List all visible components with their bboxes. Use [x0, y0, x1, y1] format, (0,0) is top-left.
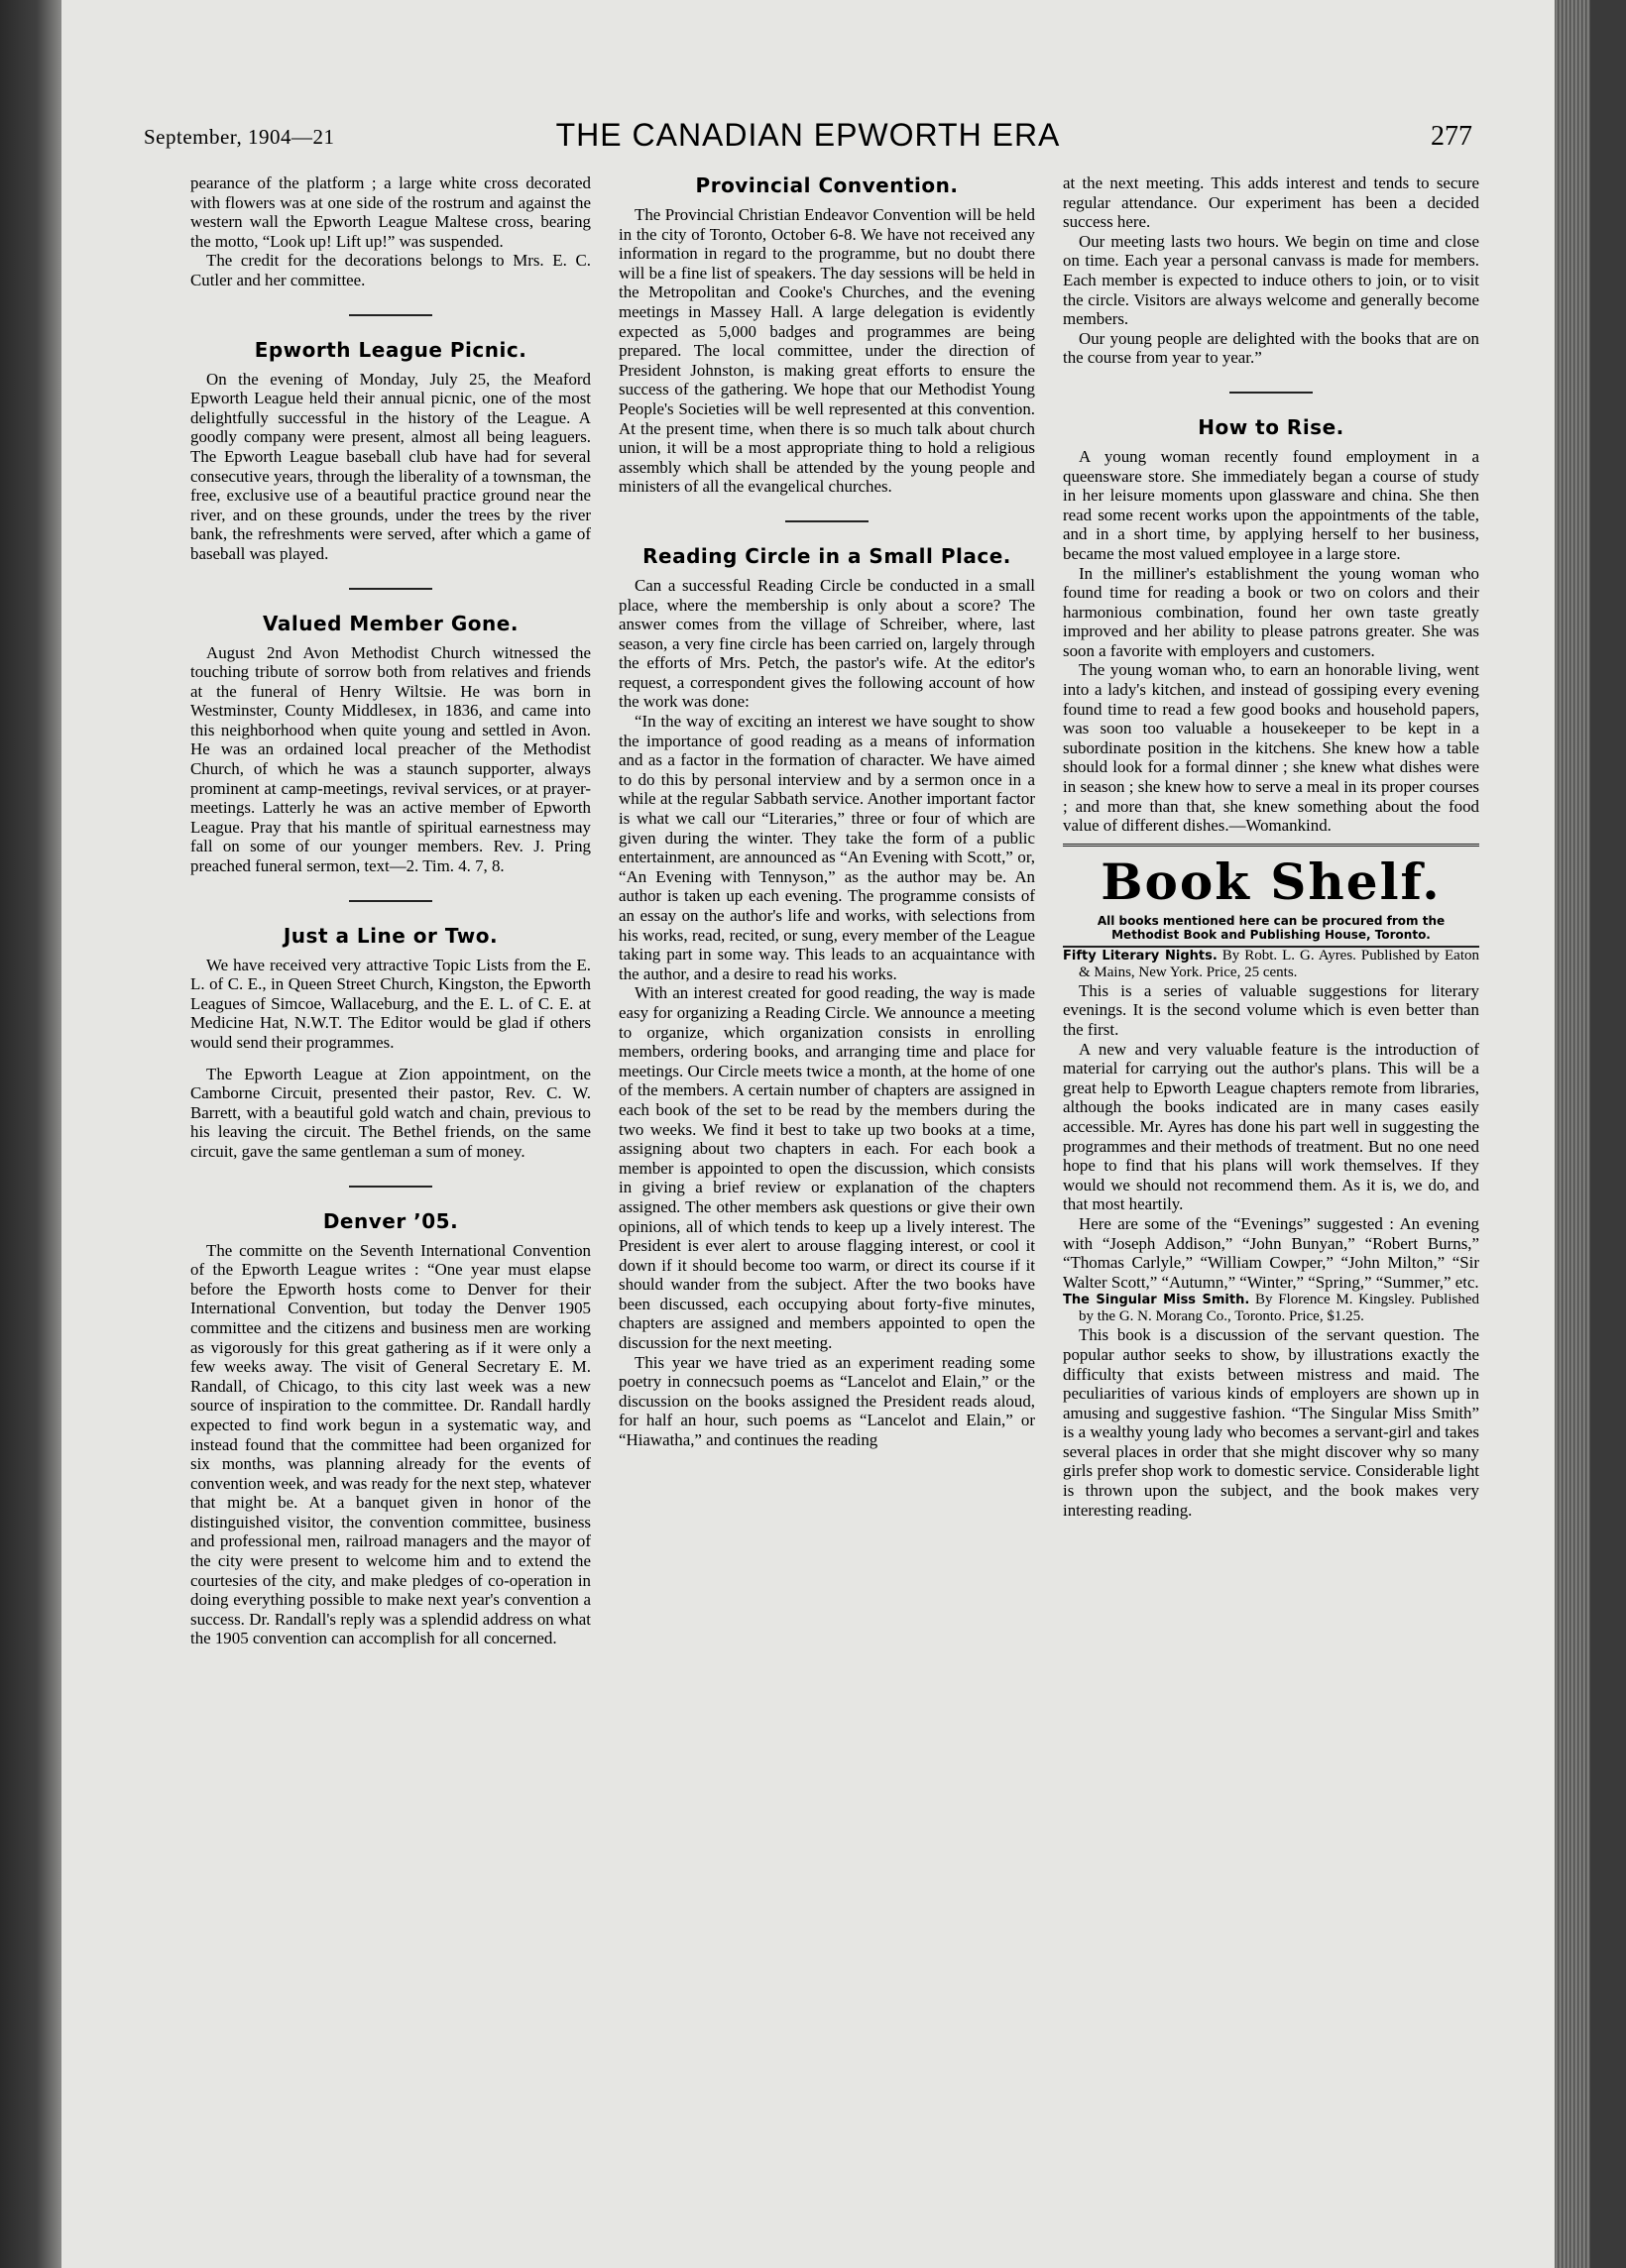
- book-details: By Robt. L. G. Ayres. Published by Eaton & Mains, New York. Price, 25 cents.: [1079, 947, 1479, 980]
- book-title: The Singular Miss Smith.: [1063, 1293, 1250, 1308]
- section-rule: [1229, 392, 1313, 394]
- heading-denver-05: Denver ’05.: [322, 1208, 459, 1233]
- column-left: [190, 173, 591, 1648]
- column-middle: [619, 173, 1035, 1450]
- section-rule: [349, 314, 432, 316]
- book-binding-right: [1555, 0, 1590, 2268]
- article-paragraph: The committe on the Seventh International Convention of the Epworth League writes : “One year must elapse before the Epworth hosts come to Denver for their International Convention, but today the Denver 1905 committee and the citizens and business men are working as vigorously for this great gathering as if it were only a few weeks away. The visit of General Secretary E. M. Randall, of Chicago, to this city last week was a new source of inspiration to the committee. Dr. Randall hardly expected to find work begun in a systematic way, and instead found that the committee had been organized for six months, was planning already for the events of convention week, and was ready for the next step, whatever that might be. At a banquet given in honor of the distinguished visitor, the convention committee, business and professional men, railroad managers and the mayor of the city were present to welcome him and to extend the courtesies of the city, and make pledges of co-operation in doing everything possible to make next year's convention a success. Dr. Randall's reply was a splendid address on what the 1905 convention can accomplish for all concerned.: [190, 1240, 591, 1648]
- page-number: 277: [1431, 121, 1472, 152]
- book-shelf-header: [1063, 844, 1479, 948]
- article-paragraph: With an interest created for good reading, the way is made easy for organizing a Reading Circle. We announce a meeting to organize, which organization consists in enrolling members, ordering books, and arranging time and place for meetings. Our Circle meets twice a month, at the home of one of the members. A certain number of chapters are assigned in each book of the set to be read by the members during the two weeks. We find it best to take up two books at a time, assigning about two chapters in each. For each book a member is appointed to open the discussion, which consists in giving a brief review or explanation of the chapters assigned. The other members ask questions or give their own opinions, all of which tends to keep up a lively interest. The President is ever alert to arouse flagging interest, or cool it down if it should become too warm, or direct its course if it should wander from the subject. After the two books have been discussed, each occupying about forty-five minutes, chapters are assigned and members appointed to open the discussion for the next meeting.: [619, 983, 1035, 1353]
- section-rule: [349, 900, 432, 902]
- article-paragraph: A young woman recently found employment in a queensware store. She immediately began a course of study in her leisure moments upon glassware and china. She then read some recent works upon the appointments of the table, and in a short time, by applying herself to her business, became the most valued employee in a large store.: [1063, 446, 1479, 563]
- page-header: [144, 117, 1472, 167]
- article-paragraph: The Epworth League at Zion appointment, on the Camborne Circuit, presented their pastor, Rev. C. W. Barrett, with a beautiful gold watch and chain, previous to his leaving the circuit. The Bethel friends, on the same circuit, gave the same gentleman a sum of money.: [190, 1064, 591, 1161]
- heading-just-a-line: Just a Line or Two.: [283, 923, 499, 948]
- book-shelf-title: Book Shelf.: [1101, 851, 1442, 911]
- book-binding-left: [0, 0, 61, 2268]
- heading-provincial-convention: Provincial Convention.: [695, 173, 959, 197]
- heading-valued-member-gone: Valued Member Gone.: [263, 611, 519, 635]
- article-paragraph: Our meeting lasts two hours. We begin on time and close on time. Each year a personal canvass is made for members. Each member is expected to induce others to join, or to visit the circle. Visitors are always welcome and generally become members.: [1063, 231, 1479, 329]
- review-paragraph: Here are some of the “Evenings” suggested : An evening with “Joseph Addison,” “John Bunyan,” “Robert Burns,” “Thomas Carlyle,” “William Cowper,” “John Milton,” “Sir Walter Scott,” “Autumn,” “Winter,” “Spring,” “Summer,” etc.: [1063, 1213, 1479, 1292]
- heading-epworth-league-picnic: Epworth League Picnic.: [254, 337, 527, 362]
- section-rule: [349, 588, 432, 590]
- book-shelf-note: All books mentioned here can be procured from the Methodist Book and Publishing House, Toronto.: [1097, 913, 1446, 942]
- article-paragraph: We have received very attractive Topic Lists from the E. L. of C. E., in Queen Street Church, Kingston, the Epworth Leagues of Simcoe, Wallaceburg, and the E. L. of C. E. at Medicine Hat, N.W.T. The Editor would be glad if others would send their programmes.: [190, 955, 591, 1052]
- article-continuation: at the next meeting. This adds interest and tends to secure regular attendance. Our experiment has been a decided success here.: [1063, 173, 1479, 232]
- review-paragraph: A new and very valuable feature is the introduction of material for carrying out the author's plans. This will be a great help to Epworth League chapters remote from libraries, although the books indicated are in many cases easily accessible. Mr. Ayres has done his part well in suggesting the programmes and their methods of treatment. But no one need hope to find that his plans will work themselves. If they would we should not recommend them. As it is, we do, and that most heartily.: [1063, 1039, 1479, 1214]
- publication-title: THE CANADIAN EPWORTH ERA: [555, 117, 1061, 153]
- heading-how-to-rise: How to Rise.: [1198, 414, 1344, 439]
- section-rule: [785, 520, 869, 522]
- heading-reading-circle: Reading Circle in a Small Place.: [642, 543, 1011, 568]
- article-paragraph: Our young people are delighted with the books that are on the course from year to year.”: [1063, 328, 1479, 368]
- review-paragraph: This book is a discussion of the servant question. The popular author seeks to show, by illustrations exactly the difficulty that exists between mistress and maid. The peculiarities of various kinds of employers are shown up in amusing and suggestive fashion. “The Singular Miss Smith” is a wealthy young lady who becomes a servant-girl and takes several places in order that she might discover why so many girls prefer shop work to domestic service. Considerable light is thrown upon the subject, and the book makes very interesting reading.: [1063, 1325, 1479, 1520]
- book-title: Fifty Literary Nights.: [1063, 948, 1218, 964]
- review-paragraph: This is a series of valuable suggestions for literary evenings. It is the second volume which is even better than the first.: [1063, 980, 1479, 1039]
- book-details: By Florence M. Kingsley. Published by the G. N. Morang Co., Toronto. Price, $1.25.: [1079, 1292, 1479, 1325]
- article-continuation: pearance of the platform ; a large white cross decorated with flowers was at one side of the rostrum and against the western wall the Epworth League Maltese cross, bearing the motto, “Look up! Lift up!” was suspended.: [190, 173, 591, 251]
- article-paragraph: The credit for the decorations belongs to Mrs. E. C. Cutler and her committee.: [190, 251, 591, 289]
- article-paragraph: On the evening of Monday, July 25, the Meaford Epworth League held their annual picnic, one of the most delightfully successful in the history of the League. A goodly company were present, almost all being leaguers. The Epworth League baseball club have had for several consecutive years, through the liberality of a townsman, the free, exclusive use of a beautiful practice ground near the river, and on these grounds, under the trees by the river bank, the refreshments were served, after which a game of baseball was played.: [190, 369, 591, 563]
- section-rule: [349, 1186, 432, 1188]
- column-right: [1063, 173, 1479, 1520]
- article-paragraph: Can a successful Reading Circle be conducted in a small place, where the membership is only about a score? The answer comes from the village of Schreiber, where, last season, a very fine circle has been carried on, largely through the efforts of Mrs. Petch, the pastor's wife. At the editor's request, a correspondent gives the following account of how the work was done:: [619, 575, 1035, 712]
- article-paragraph: The Provincial Christian Endeavor Convention will be held in the city of Toronto, October 6-8. We have not received any information in regard to the programme, but no doubt there will be a fine list of speakers. The day sessions will be held in the Metropolitan and Cooke's Churches, and the evening meetings in Massey Hall. A large delegation is evidently expected as 5,000 badges and programmes are being prepared. The local committee, under the direction of President Johnston, is making great efforts to ensure the success of the gathering. We hope that our Methodist Young People's Societies will be well represented at this convention. At the present time, when there is so much talk about church union, it will be a most appropriate thing to hold a religious assembly which shall be attended by the young people and ministers of all the evangelical churches.: [619, 205, 1035, 497]
- article-paragraph: August 2nd Avon Methodist Church witnessed the touching tribute of sorrow both from relatives and friends at the funeral of Henry Wiltsie. He was born in Westminster, County Middlesex, in 1836, and came into this neighborhood when quite young and settled in Avon. He was an ordained local preacher of the Methodist Church, of which he was a staunch supporter, always prominent at camp-meetings, revival services, or at prayer-meetings. Latterly he was an active member of Epworth League. Pray that his mantle of spiritual earnestness may fall on some of our younger members. Rev. J. Pring preached funeral sermon, text—2. Tim. 4. 7, 8.: [190, 642, 591, 876]
- article-paragraph: “In the way of exciting an interest we have sought to show the importance of good reading as a means of information and as a factor in the formation of character. We have aimed to do this by personal interview and by a sermon once in a while at the regular Sabbath service. Another important factor is what we call our “Literaries,” three or four of which are given during the winter. They take the form of a public entertainment, are announced as “An Evening with Scott,” or, “An Evening with Tennyson,” as the author may be. An author is taken up each evening. The programme consists of an essay on the author's life and works, with selections from his works, read, recited, or sung, every member of the League taking part in some way. This leads to an acquaintance with the author, and a desire to read his works.: [619, 712, 1035, 983]
- article-paragraph: In the milliner's establishment the young woman who found time for reading a book or two on colors and their harmonious combination, found her own taste greatly improved and her ability to please patrons greater. She was soon a favorite with employers and customers.: [1063, 563, 1479, 660]
- article-paragraph: The young woman who, to earn an honorable living, went into a lady's kitchen, and instead of gossiping every evening found time to read a few good books and household papers, was soon too valuable a housekeeper to be kept in a subordinate position in the kitchens. She knew how a table should look for a formal dinner ; she knew what dishes were in season ; she knew how to serve a meal in its proper courses ; and more than that, she knew something about the food value of different dishes.—Womankind.: [1063, 660, 1479, 836]
- book-reference: [1063, 1292, 1479, 1325]
- book-reference: [1063, 948, 1479, 981]
- article-paragraph: This year we have tried as an experiment reading some poetry in connecsuch poems as “Lancelot and Elain,” or the discussion on the books assigned the President reads aloud, for half an hour, such poems as “Lancelot and Elain,” or “Hiawatha,” and continues the reading: [619, 1352, 1035, 1450]
- issue-date: September, 1904—21: [144, 125, 335, 149]
